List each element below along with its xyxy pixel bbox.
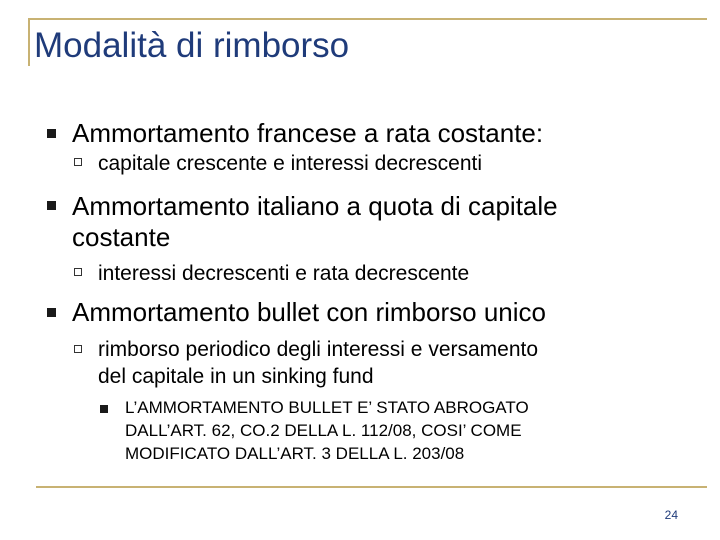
sub-item-2-1: interessi decrescenti e rata decrescente <box>98 262 470 285</box>
frame-top-rule <box>28 18 707 20</box>
bullet-item-2-line-2: costante <box>72 222 171 252</box>
note-line-1: L’AMMORTAMENTO BULLET E’ STATO ABROGATO <box>125 398 529 417</box>
hollow-square-bullet-icon <box>74 345 82 353</box>
square-bullet-icon <box>47 308 56 317</box>
bullet-item-1: Ammortamento francese a rata costante: <box>72 118 544 148</box>
sub-item-3-1-line-1: rimborso periodico degli interessi e versamento <box>98 338 539 361</box>
square-bullet-icon <box>47 129 56 138</box>
bullet-item-3: Ammortamento bullet con rimborso unico <box>72 297 546 327</box>
bullet-item-2-line-1: Ammortamento italiano a quota di capitale <box>72 191 558 221</box>
note-line-2: DALL’ART. 62, CO.2 DELLA L. 112/08, COSI’ COME <box>125 421 522 440</box>
hollow-square-bullet-icon <box>74 158 82 166</box>
page-number: 24 <box>664 508 678 522</box>
slide-title: Modalità di rimborso <box>34 26 350 65</box>
square-bullet-icon <box>100 405 108 413</box>
sub-item-1-1: capitale crescente e interessi decrescenti <box>98 152 483 175</box>
bottom-rule <box>36 486 707 488</box>
sub-item-3-1-line-2: del capitale in un sinking fund <box>98 365 374 388</box>
frame-left-rule <box>28 18 30 66</box>
hollow-square-bullet-icon <box>74 268 82 276</box>
note-line-3: MODIFICATO DALL’ART. 3 DELLA L. 203/08 <box>125 444 465 463</box>
square-bullet-icon <box>47 201 56 210</box>
